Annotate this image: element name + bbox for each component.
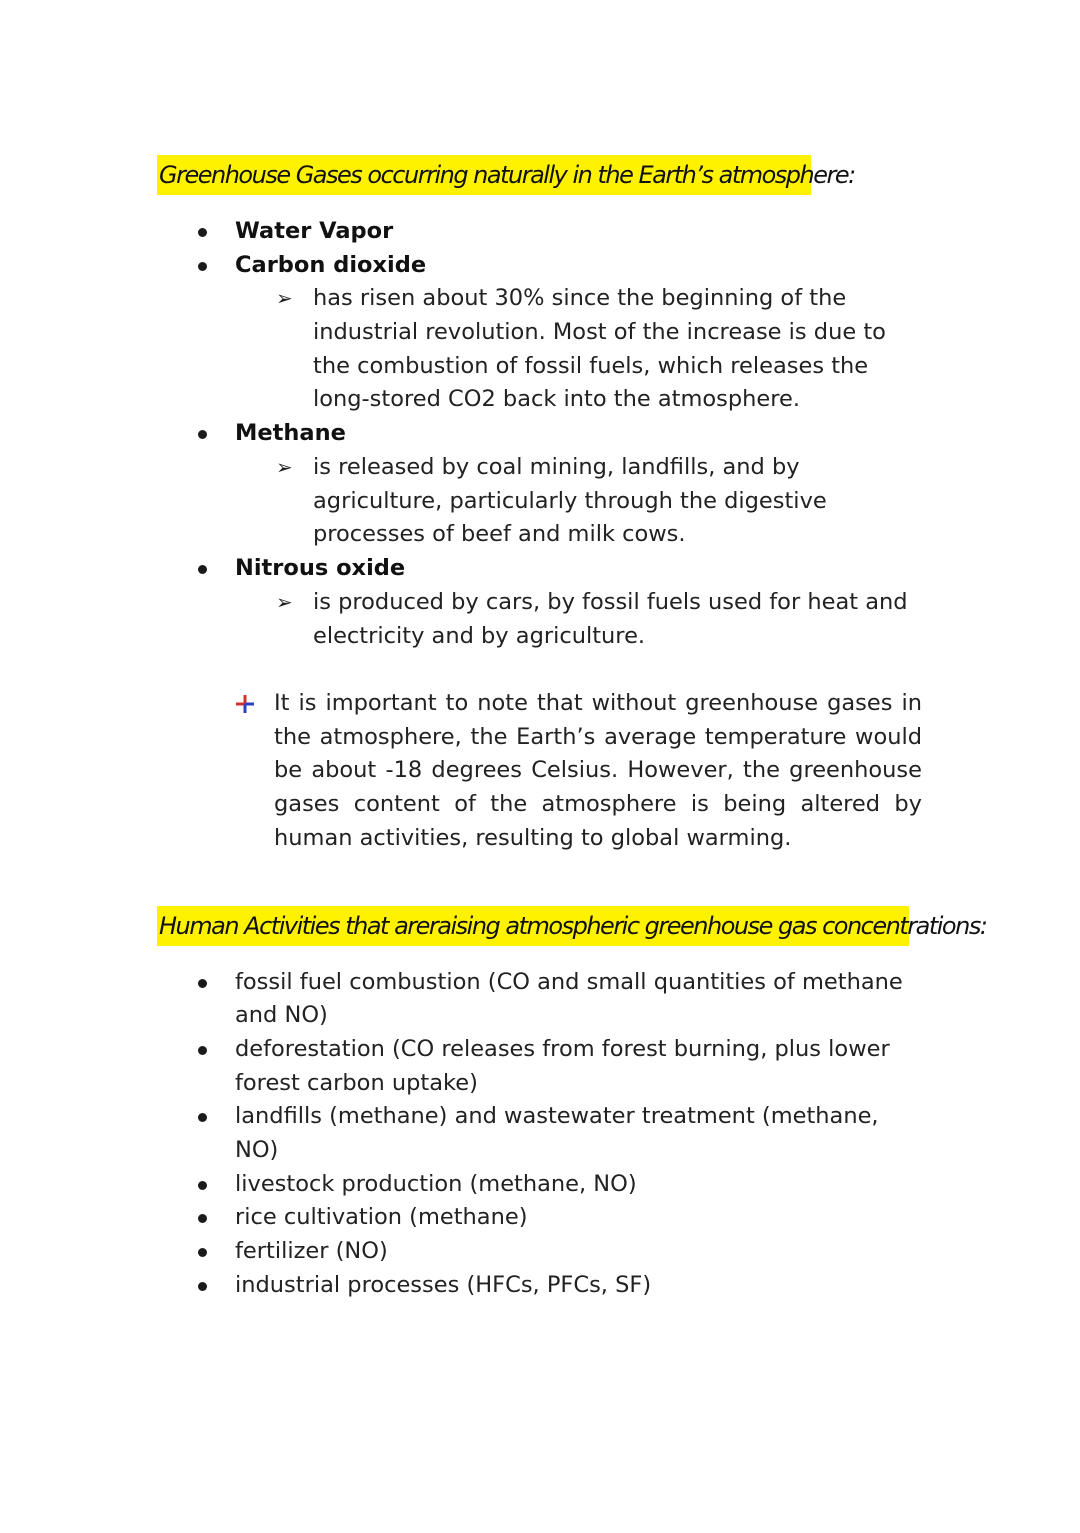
activity-line: rice cultivation (methane) xyxy=(235,1204,528,1230)
activity-line: and NO) xyxy=(235,1002,328,1028)
bullet-icon xyxy=(198,1181,207,1190)
arrowhead-icon: ➢ xyxy=(276,590,293,614)
detail-line: industrial revolution. Most of the increase is due to xyxy=(313,319,886,345)
bullet-icon xyxy=(198,1282,207,1291)
activity-line: industrial processes (HFCs, PFCs, SF) xyxy=(235,1272,652,1298)
detail-line: agriculture, particularly through the digestive xyxy=(313,488,827,514)
activity-line: fossil fuel combustion (CO and small quantities of methane xyxy=(235,969,903,995)
bullet-icon xyxy=(198,262,207,271)
arrowhead-icon: ➢ xyxy=(276,286,293,310)
bullet-icon xyxy=(198,1214,207,1223)
detail-line: processes of beef and milk cows. xyxy=(313,521,686,547)
detail-line: is produced by cars, by fossil fuels used for heat and xyxy=(313,589,908,615)
section-heading-natural-gases: Greenhouse Gases occurring naturally in the Earth’s atmosphere: xyxy=(157,155,811,195)
detail-line: long-stored CO2 back into the atmosphere. xyxy=(313,386,801,412)
plus-icon xyxy=(235,694,255,714)
bullet-icon xyxy=(198,1046,207,1055)
bullet-icon xyxy=(198,565,207,574)
activity-line: fertilizer (NO) xyxy=(235,1238,388,1264)
activity-line: NO) xyxy=(235,1137,279,1163)
bullet-icon xyxy=(198,430,207,439)
note-paragraph: It is important to note that without greenhouse gases in the atmosphere, the Earth’s average temperature would be about -18 degrees Celsius. However, the greenhouse gases content of the atmosphere is being altered by human activities, resulting to global warming. xyxy=(274,690,922,851)
bullet-icon xyxy=(198,1248,207,1257)
arrowhead-icon: ➢ xyxy=(276,455,293,479)
gas-name-nitrous-oxide: Nitrous oxide xyxy=(235,555,406,581)
gas-name-methane: Methane xyxy=(235,420,346,446)
activity-line: landfills (methane) and wastewater treatment (methane, xyxy=(235,1103,879,1129)
bullet-icon xyxy=(198,979,207,988)
activity-line: forest carbon uptake) xyxy=(235,1070,478,1096)
section-heading-human-activities: Human Activities that areraising atmospheric greenhouse gas concentrations: xyxy=(157,906,909,946)
detail-line: the combustion of fossil fuels, which releases the xyxy=(313,353,869,379)
gas-name-carbon-dioxide: Carbon dioxide xyxy=(235,252,427,278)
bullet-icon xyxy=(198,1113,207,1122)
detail-line: is released by coal mining, landfills, and by xyxy=(313,454,800,480)
detail-line: has risen about 30% since the beginning of the xyxy=(313,285,847,311)
bullet-icon xyxy=(198,228,207,237)
activity-line: livestock production (methane, NO) xyxy=(235,1171,637,1197)
detail-line: electricity and by agriculture. xyxy=(313,623,646,649)
gas-name-water-vapor: Water Vapor xyxy=(235,218,394,244)
activity-line: deforestation (CO releases from forest burning, plus lower xyxy=(235,1036,890,1062)
